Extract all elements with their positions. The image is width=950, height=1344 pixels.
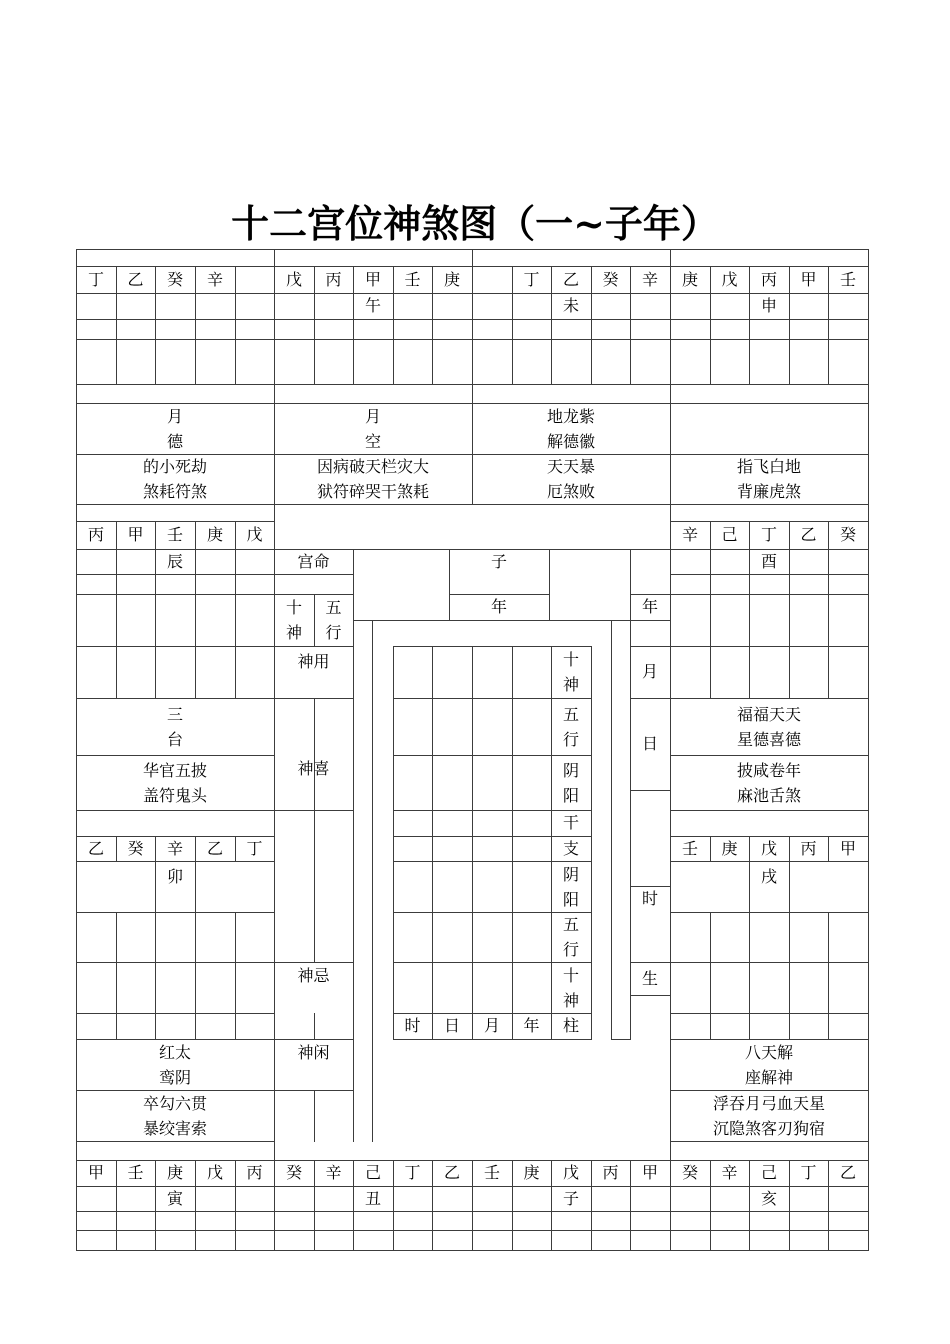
hour-label: 时 (641, 889, 658, 908)
grid-line-v (611, 620, 612, 1040)
shishen-label: 十 (285, 598, 302, 617)
pillar-row-label: 行 (562, 940, 579, 959)
grid-line-v (432, 646, 433, 1040)
shensha-text: 座解神 (744, 1067, 793, 1087)
grid-line-v (195, 861, 196, 913)
shensha-text: 天天暴 (546, 457, 595, 476)
day-label: 日 (641, 734, 658, 753)
pillar-row-label: 干 (562, 813, 579, 832)
grid-line-h (630, 620, 671, 621)
pillar-row-label: 支 (562, 838, 579, 858)
stem-cell: 辛 (325, 1163, 342, 1182)
grid-line-h (76, 1013, 275, 1014)
stem-cell: 丁 (760, 525, 777, 544)
grid-line-h (670, 912, 869, 913)
grid-line-h (630, 790, 671, 791)
stem-cell: 辛 (166, 838, 183, 858)
shensha-text: 台 (166, 729, 183, 749)
grid-line-h (670, 698, 869, 699)
shensha-text: 福福天天 (736, 704, 801, 724)
stem-cell: 庚 (681, 269, 698, 289)
shensha-text: 月 (364, 406, 381, 426)
grid-line-v (235, 594, 236, 699)
grid-line-h (393, 698, 592, 699)
shensha-text: 盖符鬼头 (142, 785, 207, 805)
stem-cell: 戊 (285, 269, 302, 289)
stem-cell: 癸 (127, 838, 144, 858)
stem-cell: 乙 (800, 525, 817, 544)
grid-line-h (353, 620, 373, 621)
stem-cell: 壬 (404, 269, 421, 289)
stem-cell: 己 (760, 1163, 777, 1182)
frame-right (868, 249, 869, 1251)
grid-line-v (235, 266, 236, 385)
stem-cell: 乙 (206, 838, 223, 858)
stem-cell: 己 (721, 525, 738, 544)
stem-cell: 癸 (839, 525, 856, 544)
stem-cell: 辛 (721, 1163, 738, 1182)
shensha-text: 解德徽 (546, 431, 595, 451)
grid-line-v (472, 249, 473, 267)
stem-cell: 戊 (562, 1163, 579, 1182)
shensha-text: 麻池舌煞 (736, 785, 801, 805)
shishen-label: 神 (285, 623, 302, 642)
branch-cell: 未 (562, 296, 579, 315)
stem-cell: 辛 (206, 269, 223, 289)
grid-line-v (235, 574, 236, 595)
birth-label: 生 (641, 968, 658, 988)
zi-label: 子 (490, 551, 507, 571)
pillar-name: 时 (404, 1016, 421, 1035)
pillar-row-label: 阴 (562, 864, 579, 884)
stem-cell: 甲 (364, 269, 381, 289)
shensha-text: 浮吞月弓血天星 (712, 1093, 825, 1113)
branch-cell: 戌 (760, 867, 777, 886)
stem-cell: 乙 (87, 838, 104, 858)
year-label: 年 (641, 597, 658, 616)
shensha-text: 因病破天栏灾大 (316, 457, 429, 476)
grid-line-v (828, 912, 829, 1040)
stem-cell: 癸 (166, 269, 183, 289)
grid-line-v (749, 912, 750, 1040)
branch-cell: 午 (364, 296, 381, 315)
branch-cell: 寅 (166, 1188, 183, 1208)
stem-cell: 癸 (285, 1163, 302, 1182)
gongming-label: 宫命 (297, 551, 330, 571)
shenxi-label: 神喜 (297, 759, 330, 778)
shensha-text: 沉隐煞客刃狗宿 (712, 1118, 825, 1138)
stem-cell: 庚 (443, 269, 460, 289)
grid-line-h (76, 755, 275, 756)
stem-cell: 丁 (404, 1163, 421, 1182)
grid-line-v (274, 1141, 275, 1161)
page-title: 十二宫位神煞图（一~子年） (231, 201, 719, 246)
branch-cell: 卯 (166, 867, 183, 886)
stem-cell: 丙 (87, 525, 104, 544)
branch-cell: 丑 (364, 1188, 381, 1208)
grid-line-v (828, 549, 829, 699)
stem-cell: 甲 (641, 1163, 658, 1182)
grid-line-v (314, 1013, 315, 1040)
grid-line-v (116, 912, 117, 1040)
grid-line-h (670, 810, 869, 811)
grid-line-v (155, 912, 156, 1040)
grid-line-h (670, 646, 869, 647)
pillar-row-label: 阳 (562, 889, 579, 909)
grid-line-v (155, 574, 156, 595)
grid-line-h (670, 962, 869, 963)
pillar-name: 年 (523, 1016, 540, 1035)
stem-cell: 乙 (443, 1163, 460, 1182)
shensha-text: 狱符碎哭干煞耗 (316, 482, 429, 501)
branch-cell: 亥 (760, 1188, 777, 1208)
grid-line-h (76, 646, 275, 647)
shensha-text: 华官五披 (142, 760, 207, 780)
grid-line-v (314, 1090, 315, 1142)
grid-line-v (195, 574, 196, 595)
shensha-text: 披咸卷年 (736, 760, 801, 780)
stem-cell: 丁 (800, 1163, 817, 1182)
pillar-row-label: 阳 (562, 785, 579, 805)
pillar-row-label: 十 (562, 965, 579, 985)
stem-cell: 癸 (681, 1163, 698, 1182)
stem-cell: 甲 (87, 1163, 104, 1182)
stem-cell: 丙 (246, 1163, 263, 1182)
shensha-text: 暴绞害索 (142, 1118, 207, 1138)
grid-line-h (670, 574, 869, 575)
stem-cell: 丙 (800, 838, 817, 858)
wuxing-label: 五 (325, 598, 342, 617)
grid-line-h (630, 995, 671, 996)
stem-cell: 戊 (246, 525, 263, 544)
grid-line-v (670, 249, 671, 267)
stem-cell: 己 (364, 1163, 381, 1182)
stem-cell: 庚 (721, 838, 738, 858)
shensha-text: 德 (166, 431, 183, 451)
grid-line-v (195, 912, 196, 1040)
stem-cell: 丙 (602, 1163, 619, 1182)
branch-cell: 酉 (760, 551, 777, 571)
nian-label: 年 (490, 597, 507, 616)
grid-line-v (235, 549, 236, 575)
grid-line-h (670, 861, 869, 862)
pillar-row-label: 神 (562, 990, 579, 1010)
shensha-text: 背廉虎煞 (736, 482, 801, 501)
stem-cell: 戊 (206, 1163, 223, 1182)
grid-line-v (670, 1141, 671, 1161)
grid-line-h (76, 912, 275, 913)
stem-cell: 癸 (602, 269, 619, 289)
stem-cell: 乙 (127, 269, 144, 289)
pillar-row-label: 阴 (562, 760, 579, 780)
grid-line-v (353, 549, 354, 1142)
grid-line-v (116, 594, 117, 699)
shensha-text: 八天解 (744, 1042, 793, 1062)
grid-line-h (76, 1141, 275, 1142)
shensha-text: 红太 (158, 1042, 191, 1062)
branch-cell: 申 (760, 296, 777, 315)
grid-line-v (116, 549, 117, 575)
pillar-row-label: 神 (562, 675, 579, 694)
grid-line-h (670, 755, 869, 756)
grid-line-h (670, 1013, 869, 1014)
grid-line-h (76, 962, 275, 963)
stem-cell: 壬 (166, 525, 183, 544)
stem-cell: 甲 (839, 838, 856, 858)
grid-line-v (789, 549, 790, 699)
stem-cell: 丙 (760, 269, 777, 289)
shensha-text: 地龙紫 (546, 406, 595, 426)
pillar-row-label: 五 (562, 915, 579, 934)
stem-cell: 庚 (206, 525, 223, 544)
grid-line-h (670, 594, 869, 595)
shensha-text: 月 (166, 406, 183, 426)
stem-cell: 庚 (166, 1163, 183, 1182)
grid-line-v (393, 646, 394, 1040)
shenji-label: 神忌 (297, 966, 330, 985)
stem-cell: 甲 (800, 269, 817, 289)
branch-cell: 辰 (166, 551, 183, 571)
grid-line-v (274, 249, 275, 267)
month-label: 月 (641, 662, 658, 681)
wuxing-label: 行 (325, 623, 342, 642)
grid-line-v (710, 912, 711, 1040)
shensha-text: 三 (166, 704, 183, 724)
grid-line-h (76, 810, 275, 811)
shensha-text: 卒勾六贯 (142, 1093, 207, 1113)
shensha-text: 煞耗符煞 (142, 482, 207, 501)
stem-cell: 壬 (127, 1163, 144, 1182)
grid-line-h (372, 620, 631, 621)
pillar-row-label: 五 (562, 704, 579, 724)
grid-line-h (76, 698, 275, 699)
grid-line-v (591, 646, 592, 1040)
stem-cell: 辛 (681, 525, 698, 544)
grid-line-v (472, 266, 473, 385)
grid-line-v (512, 646, 513, 1040)
grid-line-h (393, 1039, 592, 1040)
pillar-name: 日 (443, 1016, 460, 1035)
shensha-text: 厄煞败 (546, 482, 595, 501)
stem-cell: 丙 (325, 269, 342, 289)
grid-line-h (76, 574, 275, 575)
stem-cell: 戊 (760, 838, 777, 858)
pillar-row-label: 十 (562, 650, 579, 669)
stem-cell: 丁 (87, 269, 104, 289)
grid-line-v (314, 698, 315, 811)
branch-cell: 子 (562, 1188, 579, 1208)
shenxian-label: 神闲 (297, 1043, 330, 1062)
shensha-text: 星德喜德 (736, 729, 801, 749)
stem-cell: 乙 (839, 1163, 856, 1182)
grid-line-h (393, 755, 592, 756)
shensha-text: 空 (364, 431, 381, 451)
grid-line-h (274, 574, 354, 575)
stem-cell: 庚 (523, 1163, 540, 1182)
grid-line-h (76, 594, 275, 595)
stem-cell: 辛 (641, 269, 658, 289)
shenyong-label: 神用 (297, 652, 330, 671)
grid-line-v (195, 594, 196, 699)
grid-line-v (372, 620, 373, 1142)
stem-cell: 壬 (681, 838, 698, 858)
grid-line-h (670, 1141, 869, 1142)
pillar-row-label: 行 (562, 729, 579, 749)
stem-cell: 乙 (562, 269, 579, 289)
grid-line-v (472, 646, 473, 1040)
stem-cell: 丁 (523, 269, 540, 289)
grid-line-v (195, 549, 196, 575)
shensha-text: 的小死劫 (142, 457, 207, 476)
grid-line-h (611, 1039, 631, 1040)
stem-cell: 丁 (246, 838, 263, 858)
pillar-name: 柱 (562, 1016, 579, 1035)
grid-line-v (235, 912, 236, 1040)
grid-line-v (116, 574, 117, 595)
grid-line-v (314, 811, 315, 963)
grid-line-v (155, 594, 156, 699)
shensha-text: 指飞白地 (736, 457, 801, 476)
grid-line-v (789, 861, 790, 913)
grid-line-v (549, 549, 550, 621)
stem-cell: 戊 (721, 269, 738, 289)
grid-line-h (76, 861, 275, 862)
stem-cell: 壬 (839, 269, 856, 289)
shensha-text: 鸾阴 (158, 1067, 191, 1087)
stem-cell: 甲 (127, 525, 144, 544)
grid-line-v (789, 912, 790, 1040)
grid-line-v (710, 549, 711, 699)
pillar-name: 月 (483, 1016, 500, 1035)
stem-cell: 壬 (483, 1163, 500, 1182)
grid-line-v (670, 549, 671, 1142)
